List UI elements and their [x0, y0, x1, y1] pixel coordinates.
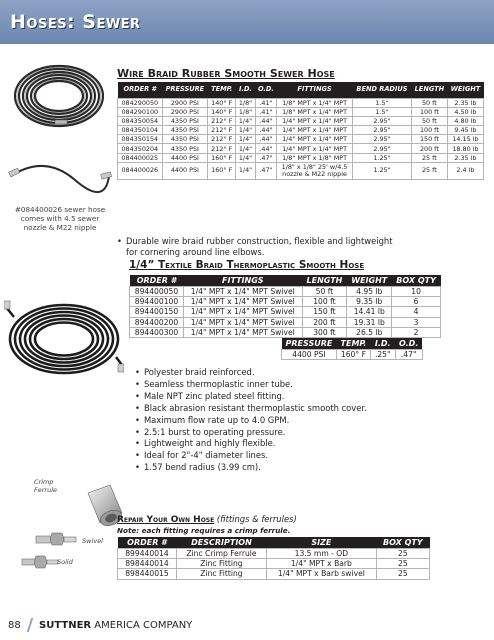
list-item: for cornering around line elbows.: [126, 246, 265, 257]
column-header: BOX QTY: [376, 537, 429, 548]
column-header: TEMP.: [208, 82, 236, 98]
column-header: FITTINGS: [183, 275, 302, 286]
column-header: O.D.: [255, 82, 276, 98]
zinc-fitting-swivel-image: [34, 528, 78, 550]
table-row: 084400025 4400 PSI 160° F 1/4" .47" 1/8" MPT x 1/8" MPT 1.25" 25 ft 2.35 lb: [118, 153, 484, 162]
table-row: 084290100 2900 PSI 140° F 1/8" .41" 1/8" MPT x 1/4" MPT 1.5" 100 ft 4.50 lb: [118, 107, 484, 116]
column-header: BOX QTY: [392, 275, 441, 286]
column-header: I.D.: [236, 82, 256, 98]
swivel-label: Swivel: [82, 537, 103, 545]
table-row: 084350054 4350 PSI 212° F 1/4" .44" 1/4" MPT x 1/4" MPT 2.95" 50 ft 4.80 lb: [118, 116, 484, 125]
table-row: 084350204 4350 PSI 212° F 1/4" .44" 1/4" MPT x 1/4" MPT 2.95" 200 ft 18.80 lb: [118, 144, 484, 153]
footer-divider: [27, 618, 34, 632]
column-header: LENGTH: [302, 275, 347, 286]
wire-braid-hose-image: [5, 58, 115, 200]
list-item: • Male NPT zinc plated steel fitting.: [135, 391, 435, 403]
column-header: FITTINGS: [277, 82, 353, 98]
wire-braid-hose-table: [117, 82, 484, 180]
list-item: • Durable wire braid rubber construction, flexible and lightweight: [117, 236, 477, 247]
column-header: ORDER #: [118, 82, 163, 98]
fitting-note: Note: each fitting requires a crimp ferrule.: [117, 526, 291, 535]
table-row: 899440014 Zinc Crimp Ferrule 13.5 mm - OD 25: [118, 548, 430, 558]
column-header: PRESSURE: [282, 338, 337, 349]
column-header: SIZE: [267, 537, 377, 548]
list-item: • 2.5:1 burst to operating pressure.: [135, 427, 435, 439]
column-header: LENGTH: [411, 82, 447, 98]
textile-braid-bullets: [135, 367, 435, 474]
list-item: • Maximum flow rate up to 4.0 GPM.: [135, 415, 435, 427]
table-row: 084400026 4400 PSI 160° F 1/4" .47" 1/8" x 1/8" 25' w/4.5 nozzle & M22 nipple 1.25" 25 ft 2.4 lb: [118, 162, 484, 179]
table-row: 894400200 1/4" MPT x 1/4" MPT Swivel 200 ft 19.31 lb 3: [130, 317, 441, 327]
table-row: 894400150 1/4" MPT x 1/4" MPT Swivel 150 ft 14.41 lb 4: [130, 307, 441, 317]
table-row: 084290050 2900 PSI 140° F 1/8" .41" 1/8" MPT x 1/4" MPT 1.5" 50 ft 2.35 lb: [118, 98, 484, 107]
wire-braid-bullets: [117, 236, 477, 257]
sewer-hose-caption: #084400026 sewer hose comes with 4.5 sewer nozzle & M22 nipple: [14, 205, 106, 232]
table-row: 898440015 Zinc Fitting 1/4" MPT x Barb swivel 25: [118, 569, 430, 579]
repair-fittings-table: [117, 537, 430, 580]
table-row: 084350154 4350 PSI 212° F 1/4" .44" 1/4" MPT x 1/4" MPT 2.95" 150 ft 14.15 lb: [118, 135, 484, 144]
table-row: 084350104 4350 PSI 212° F 1/4" .44" 1/4" MPT x 1/4" MPT 2.95" 100 ft 9.45 lb: [118, 126, 484, 135]
table-row: 4400 PSI 160° F .25" .47": [282, 349, 423, 359]
column-header: PRESSURE: [162, 82, 208, 98]
section-title-wire-braid: Wire Braid Rubber Smooth Sewer Hose: [117, 67, 335, 80]
list-item: • 1.57 bend radius (3.99 cm).: [135, 462, 435, 474]
column-header: TEMP.: [336, 338, 370, 349]
column-header: ORDER #: [130, 275, 184, 286]
list-item: • Ideal for 2"-4" diameter lines.: [135, 450, 435, 462]
page-number: 88: [8, 620, 21, 631]
table-row: 894400050 1/4" MPT x 1/4" MPT Swivel 50 ft 4.95 lb 10: [130, 286, 441, 296]
list-item: • Black abrasion resistant thermoplastic smooth cover.: [135, 403, 435, 415]
column-header: BEND RADIUS: [352, 82, 411, 98]
solid-label: Solid: [57, 558, 73, 566]
list-item: • Seamless thermoplastic inner tube.: [135, 379, 435, 391]
company-name: SUTTNER AMERICA COMPANY: [39, 620, 193, 631]
column-header: DESCRIPTION: [176, 537, 266, 548]
textile-braid-spec-table: [281, 338, 423, 360]
table-row: 894400100 1/4" MPT x 1/4" MPT Swivel 100 ft 9.35 lb 6: [130, 296, 441, 306]
crimp-ferrule-label: Crimp Ferrule: [34, 478, 58, 494]
page-title: Hoses: Sewer: [10, 11, 141, 33]
column-header: I.D.: [370, 338, 395, 349]
textile-braid-hose-image: [4, 287, 124, 397]
zinc-fitting-solid-image: [20, 552, 60, 572]
table-row: 898440014 Zinc Fitting 1/4" MPT x Barb 25: [118, 558, 430, 568]
column-header: WEIGHT: [447, 82, 483, 98]
column-header: O.D.: [395, 338, 422, 349]
textile-braid-hose-table: [129, 275, 441, 338]
list-item: • Polyester braid reinforced.: [135, 367, 435, 379]
section-title-repair: Repair Your Own Hose (fittings & ferrules): [117, 514, 297, 525]
list-item: • Lightweight and highly flexible.: [135, 438, 435, 450]
column-header: WEIGHT: [347, 275, 392, 286]
section-title-textile-braid: 1/4” Textile Braid Thermoplastic Smooth Hose: [129, 259, 365, 271]
table-row: 894400300 1/4" MPT x 1/4" MPT Swivel 300 ft 26.5 lb 2: [130, 328, 441, 338]
column-header: ORDER #: [118, 537, 177, 548]
